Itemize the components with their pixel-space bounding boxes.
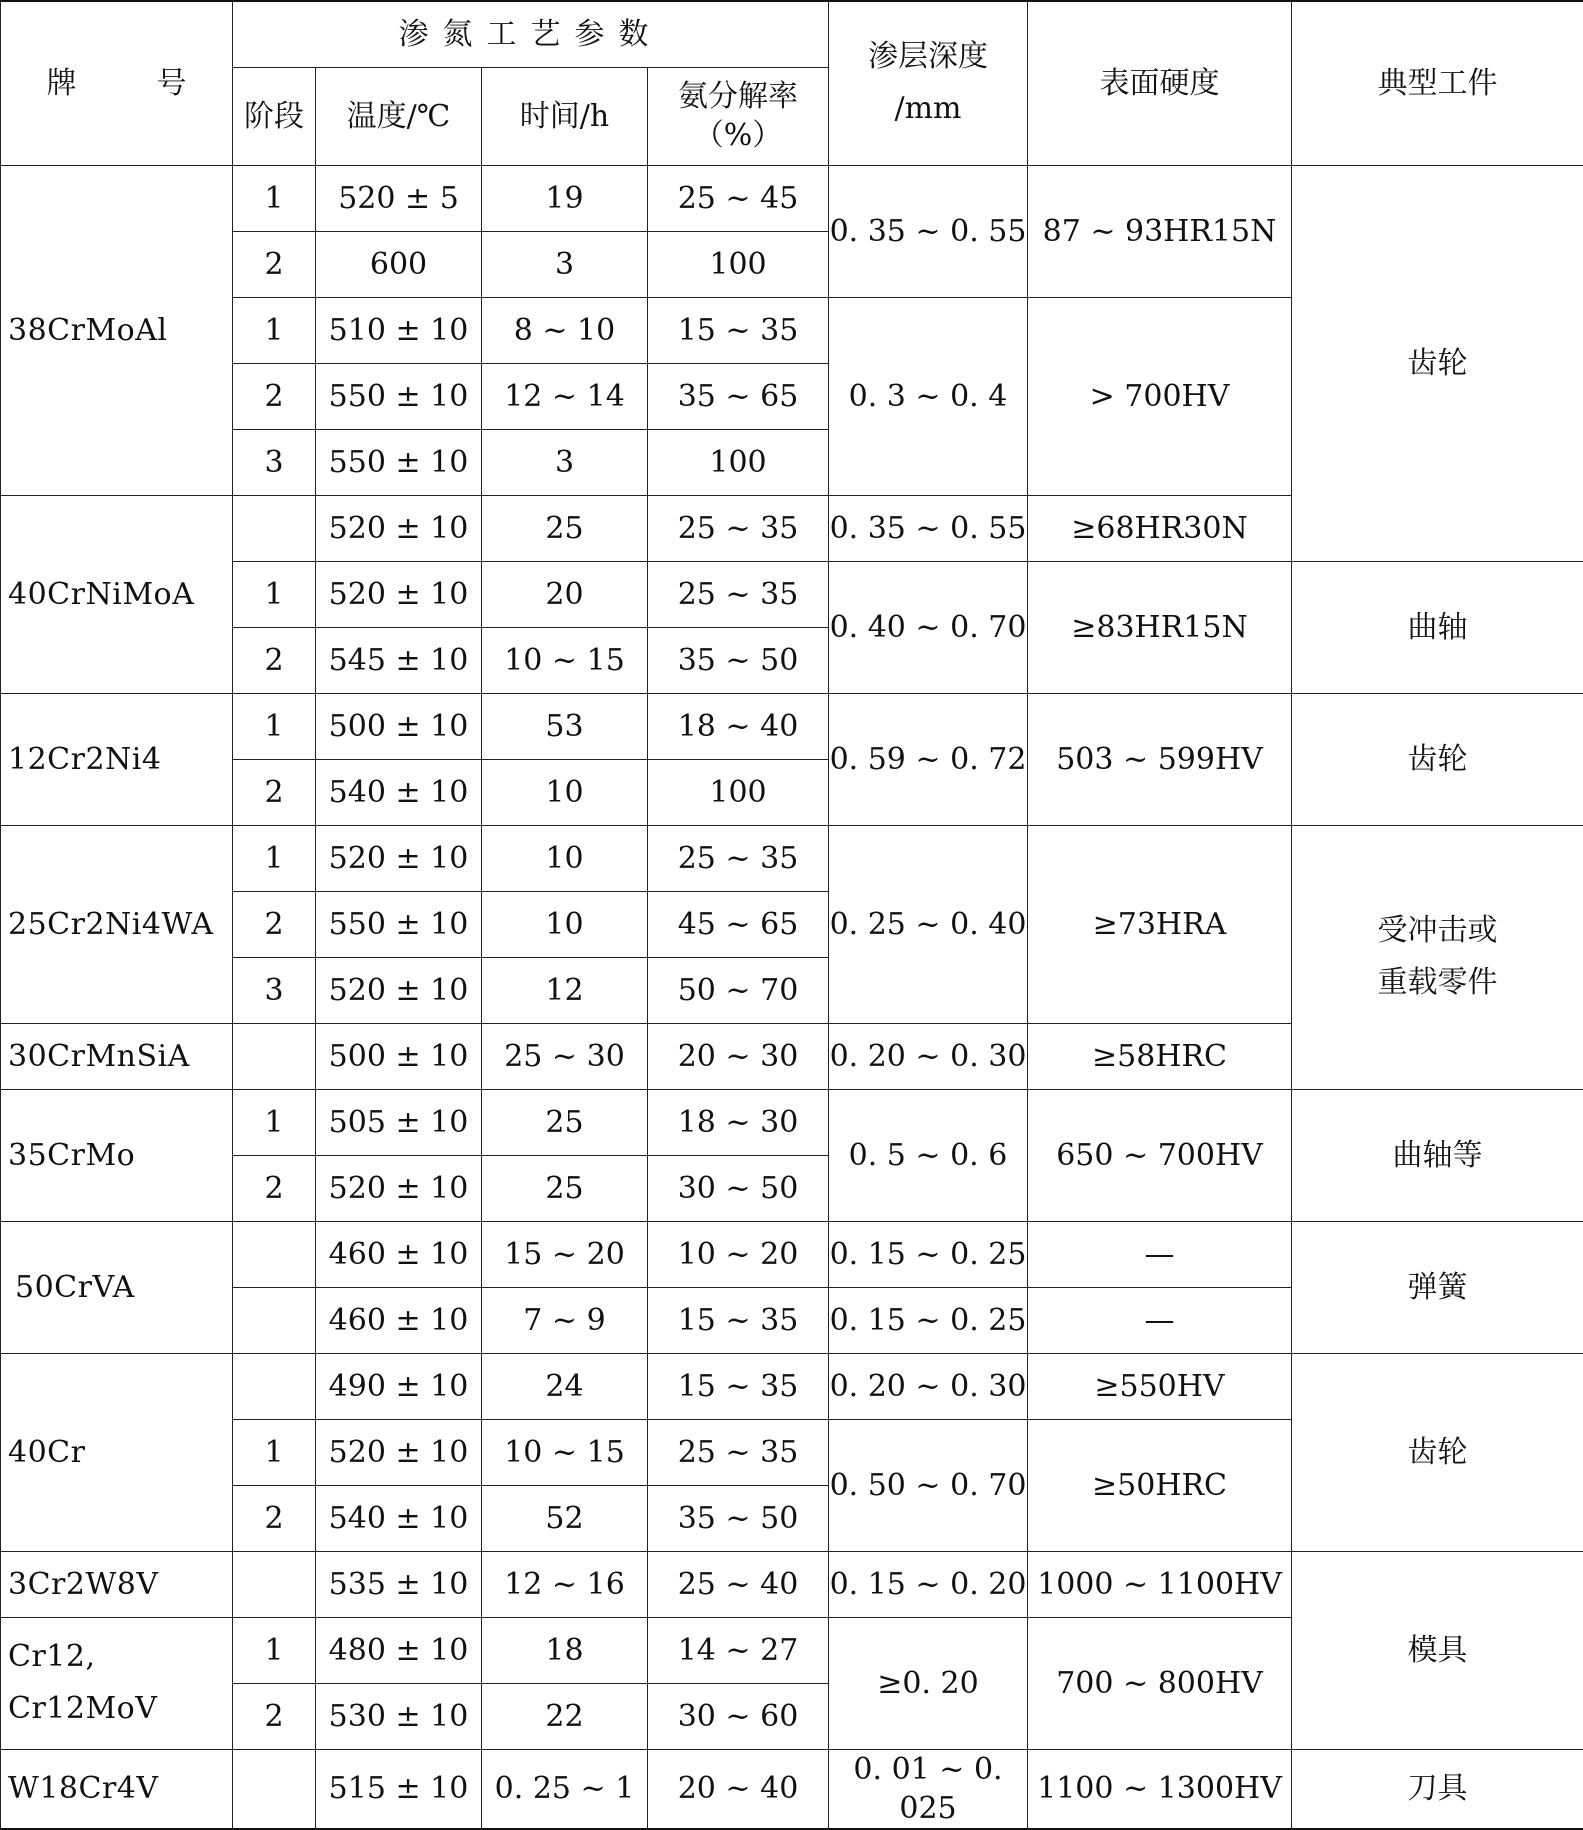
ammonia-cell: 18 ~ 30 [648, 1089, 829, 1155]
ammonia-cell: 20 ~ 30 [648, 1023, 829, 1089]
time-cell: 53 [482, 693, 648, 759]
depth-cell: 0. 15 ~ 0. 20 [829, 1551, 1028, 1617]
hardness-cell: 650 ~ 700HV [1028, 1089, 1292, 1221]
header-hardness: 表面硬度 [1028, 1, 1292, 165]
ammonia-cell: 30 ~ 60 [648, 1683, 829, 1749]
ammonia-cell: 50 ~ 70 [648, 957, 829, 1023]
depth-cell: 0. 15 ~ 0. 25 [829, 1221, 1028, 1287]
table-row [1, 1749, 1583, 1829]
ammonia-cell: 100 [648, 759, 829, 825]
stage-cell: 1 [233, 561, 316, 627]
temp-cell: 520 ± 10 [316, 1419, 482, 1485]
header-process-params: 渗氮工艺参数 [233, 1, 829, 67]
ammonia-cell: 35 ~ 50 [648, 1485, 829, 1551]
stage-cell [233, 1023, 316, 1089]
grade-cell: 25Cr2Ni4WA [1, 825, 233, 1023]
ammonia-cell: 25 ~ 40 [648, 1551, 829, 1617]
table-row [1, 1353, 1583, 1419]
stage-cell [233, 1353, 316, 1419]
stage-cell: 2 [233, 231, 316, 297]
grade-cell: 3Cr2W8V [1, 1551, 233, 1617]
ammonia-cell: 15 ~ 35 [648, 297, 829, 363]
ammonia-cell: 25 ~ 35 [648, 825, 829, 891]
header-workpiece: 典型工件 [1292, 1, 1583, 165]
temp-cell: 550 ± 10 [316, 429, 482, 495]
ammonia-cell: 20 ~ 40 [648, 1749, 829, 1829]
temp-cell: 540 ± 10 [316, 759, 482, 825]
hardness-cell: ≥73HRA [1028, 825, 1292, 1023]
temp-cell: 550 ± 10 [316, 363, 482, 429]
workpiece-cell: 受冲击或 重载零件 [1292, 825, 1583, 1089]
grade-cell: W18Cr4V [1, 1749, 233, 1829]
workpiece-cell: 齿轮 [1292, 165, 1583, 561]
temp-cell: 505 ± 10 [316, 1089, 482, 1155]
ammonia-cell: 18 ~ 40 [648, 693, 829, 759]
depth-cell: ≥0. 20 [829, 1617, 1028, 1749]
stage-cell: 1 [233, 693, 316, 759]
time-cell: 10 [482, 759, 648, 825]
stage-cell: 2 [233, 363, 316, 429]
hardness-cell: 503 ~ 599HV [1028, 693, 1292, 825]
ammonia-cell: 15 ~ 35 [648, 1353, 829, 1419]
hardness-cell: > 700HV [1028, 297, 1292, 495]
depth-cell: 0. 35 ~ 0. 55 [829, 165, 1028, 297]
ammonia-cell: 14 ~ 27 [648, 1617, 829, 1683]
workpiece-cell: 齿轮 [1292, 693, 1583, 825]
temp-cell: 510 ± 10 [316, 297, 482, 363]
stage-cell: 1 [233, 1617, 316, 1683]
header-stage: 阶段 [233, 67, 316, 165]
table-row [1, 825, 1583, 891]
depth-cell: 0. 3 ~ 0. 4 [829, 297, 1028, 495]
stage-cell [233, 1551, 316, 1617]
ammonia-cell: 100 [648, 231, 829, 297]
grade-cell: 50CrVA [1, 1221, 233, 1353]
time-cell: 10 [482, 891, 648, 957]
temp-cell: 520 ± 10 [316, 957, 482, 1023]
time-cell: 12 ~ 14 [482, 363, 648, 429]
stage-cell: 2 [233, 1485, 316, 1551]
temp-cell: 520 ± 10 [316, 1155, 482, 1221]
depth-cell: 0. 50 ~ 0. 70 [829, 1419, 1028, 1551]
time-cell: 8 ~ 10 [482, 297, 648, 363]
workpiece-cell: 弹簧 [1292, 1221, 1583, 1353]
hardness-cell: 1000 ~ 1100HV [1028, 1551, 1292, 1617]
stage-cell: 2 [233, 759, 316, 825]
stage-cell: 2 [233, 1683, 316, 1749]
ammonia-cell: 10 ~ 20 [648, 1221, 829, 1287]
stage-cell: 2 [233, 627, 316, 693]
hardness-cell: 700 ~ 800HV [1028, 1617, 1292, 1749]
depth-cell: 0. 01 ~ 0. 025 [829, 1749, 1028, 1829]
workpiece-cell: 齿轮 [1292, 1353, 1583, 1551]
grade-cell: 40CrNiMoA [1, 495, 233, 693]
grade-cell: 30CrMnSiA [1, 1023, 233, 1089]
ammonia-cell: 30 ~ 50 [648, 1155, 829, 1221]
ammonia-cell: 25 ~ 45 [648, 165, 829, 231]
temp-cell: 520 ± 5 [316, 165, 482, 231]
ammonia-cell: 35 ~ 50 [648, 627, 829, 693]
header-temp: 温度/℃ [316, 67, 482, 165]
hardness-cell: ≥68HR30N [1028, 495, 1292, 561]
time-cell: 25 [482, 1155, 648, 1221]
temp-cell: 500 ± 10 [316, 1023, 482, 1089]
hardness-cell: ≥58HRC [1028, 1023, 1292, 1089]
temp-cell: 520 ± 10 [316, 495, 482, 561]
ammonia-cell: 15 ~ 35 [648, 1287, 829, 1353]
temp-cell: 540 ± 10 [316, 1485, 482, 1551]
depth-cell: 0. 20 ~ 0. 30 [829, 1353, 1028, 1419]
workpiece-cell: 曲轴 [1292, 561, 1583, 693]
stage-cell: 3 [233, 957, 316, 1023]
stage-cell: 1 [233, 165, 316, 231]
depth-cell: 0. 20 ~ 0. 30 [829, 1023, 1028, 1089]
time-cell: 25 ~ 30 [482, 1023, 648, 1089]
ammonia-cell: 25 ~ 35 [648, 1419, 829, 1485]
temp-cell: 545 ± 10 [316, 627, 482, 693]
stage-cell: 1 [233, 1089, 316, 1155]
time-cell: 0. 25 ~ 1 [482, 1749, 648, 1829]
workpiece-cell: 刀具 [1292, 1749, 1583, 1829]
time-cell: 25 [482, 495, 648, 561]
time-cell: 18 [482, 1617, 648, 1683]
time-cell: 22 [482, 1683, 648, 1749]
time-cell: 15 ~ 20 [482, 1221, 648, 1287]
grade-cell: 40Cr [1, 1353, 233, 1551]
depth-cell: 0. 40 ~ 0. 70 [829, 561, 1028, 693]
hardness-cell: ≥83HR15N [1028, 561, 1292, 693]
time-cell: 25 [482, 1089, 648, 1155]
depth-cell: 0. 35 ~ 0. 55 [829, 495, 1028, 561]
table-row [1, 1221, 1583, 1287]
depth-cell: 0. 59 ~ 0. 72 [829, 693, 1028, 825]
time-cell: 10 ~ 15 [482, 1419, 648, 1485]
hardness-cell: 87 ~ 93HR15N [1028, 165, 1292, 297]
header-time: 时间/h [482, 67, 648, 165]
workpiece-cell: 模具 [1292, 1551, 1583, 1749]
time-cell: 12 ~ 16 [482, 1551, 648, 1617]
ammonia-cell: 100 [648, 429, 829, 495]
temp-cell: 520 ± 10 [316, 561, 482, 627]
temp-cell: 600 [316, 231, 482, 297]
grade-cell: 12Cr2Ni4 [1, 693, 233, 825]
table-row [1, 693, 1583, 759]
stage-cell [233, 1749, 316, 1829]
header-grade: 牌 号 [1, 1, 233, 165]
header-depth: 渗层深度 /mm [829, 1, 1028, 165]
depth-cell: 0. 5 ~ 0. 6 [829, 1089, 1028, 1221]
stage-cell: 2 [233, 891, 316, 957]
temp-cell: 460 ± 10 [316, 1287, 482, 1353]
hardness-cell: ≥50HRC [1028, 1419, 1292, 1551]
stage-cell: 2 [233, 1155, 316, 1221]
depth-cell: 0. 15 ~ 0. 25 [829, 1287, 1028, 1353]
table-row [1, 165, 1583, 231]
temp-cell: 490 ± 10 [316, 1353, 482, 1419]
table-row [1, 1089, 1583, 1155]
temp-cell: 515 ± 10 [316, 1749, 482, 1829]
header-row-1 [1, 1, 1583, 67]
ammonia-cell: 25 ~ 35 [648, 561, 829, 627]
hardness-cell: ≥550HV [1028, 1353, 1292, 1419]
header-ammonia: 氨分解率 （%） [648, 67, 829, 165]
time-cell: 20 [482, 561, 648, 627]
stage-cell [233, 1287, 316, 1353]
time-cell: 10 [482, 825, 648, 891]
temp-cell: 480 ± 10 [316, 1617, 482, 1683]
time-cell: 19 [482, 165, 648, 231]
stage-cell: 1 [233, 825, 316, 891]
hardness-cell: 1100 ~ 1300HV [1028, 1749, 1292, 1829]
time-cell: 52 [482, 1485, 648, 1551]
grade-cell: Cr12, Cr12MoV [1, 1617, 233, 1749]
temp-cell: 460 ± 10 [316, 1221, 482, 1287]
depth-cell: 0. 25 ~ 0. 40 [829, 825, 1028, 1023]
temp-cell: 520 ± 10 [316, 825, 482, 891]
temp-cell: 530 ± 10 [316, 1683, 482, 1749]
ammonia-cell: 45 ~ 65 [648, 891, 829, 957]
time-cell: 12 [482, 957, 648, 1023]
stage-cell [233, 495, 316, 561]
table-row [1, 1551, 1583, 1617]
time-cell: 24 [482, 1353, 648, 1419]
temp-cell: 550 ± 10 [316, 891, 482, 957]
temp-cell: 535 ± 10 [316, 1551, 482, 1617]
time-cell: 3 [482, 429, 648, 495]
table-row [1, 561, 1583, 627]
hardness-cell: — [1028, 1287, 1292, 1353]
stage-cell: 3 [233, 429, 316, 495]
stage-cell: 1 [233, 297, 316, 363]
temp-cell: 500 ± 10 [316, 693, 482, 759]
workpiece-cell: 曲轴等 [1292, 1089, 1583, 1221]
time-cell: 3 [482, 231, 648, 297]
stage-cell: 1 [233, 1419, 316, 1485]
hardness-cell: — [1028, 1221, 1292, 1287]
time-cell: 10 ~ 15 [482, 627, 648, 693]
ammonia-cell: 25 ~ 35 [648, 495, 829, 561]
time-cell: 7 ~ 9 [482, 1287, 648, 1353]
stage-cell [233, 1221, 316, 1287]
ammonia-cell: 35 ~ 65 [648, 363, 829, 429]
grade-cell: 38CrMoAl [1, 165, 233, 495]
grade-cell: 35CrMo [1, 1089, 233, 1221]
